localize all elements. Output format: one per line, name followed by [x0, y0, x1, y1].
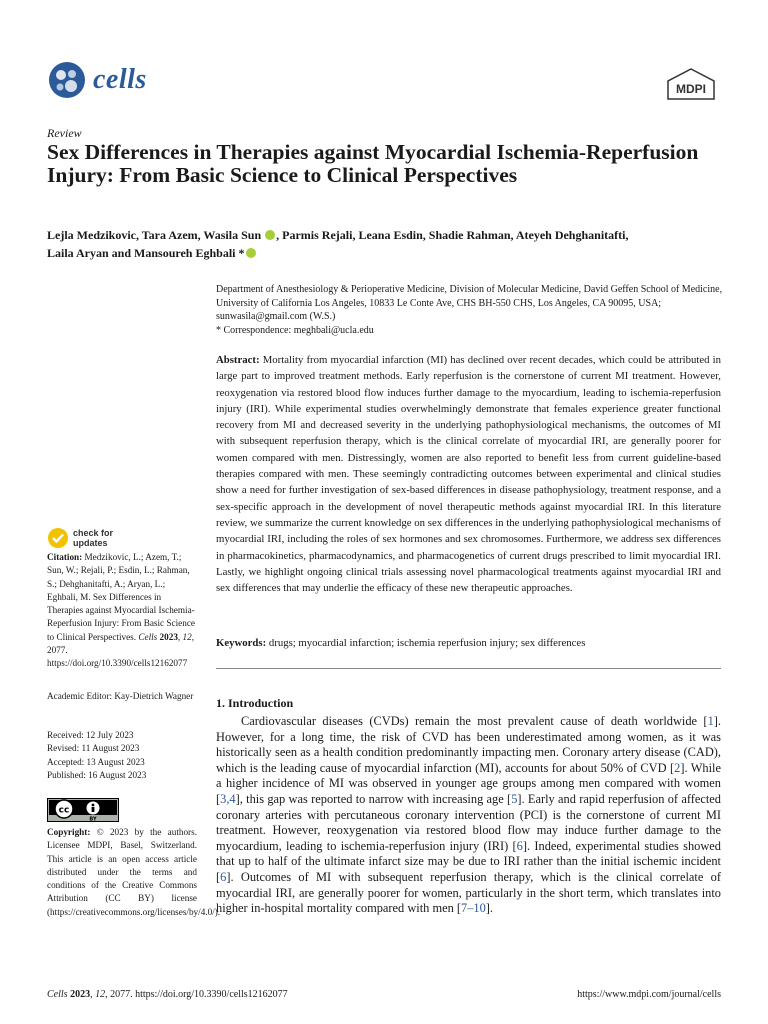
- citation-link[interactable]: 6: [220, 869, 227, 884]
- dates-block: [47, 729, 197, 782]
- citation-link[interactable]: 5: [511, 791, 518, 806]
- authors-text: , Parmis Rejali, Leana Esdin, Shadie Rahman, Ateyeh Dehghanitafti,: [276, 228, 629, 242]
- copyright-label: Copyright:: [47, 827, 91, 837]
- introduction-body: [216, 714, 721, 917]
- intro-paragraph: Cardiovascular diseases (CVDs) remain the most prevalent cause of death worldwide [1]. However, for a long time, the risk of CVD has been underestimated among women, as it was historically seen as a health condition predominantly impacting men. Coronary artery disease (CAD), which is the leading cause of myocardial infarction (MI), accounts for about 50% of CVD [2]. While a higher incidence of MI was observed in younger age groups among men compared with women [3,4], this gap was reported to narrow with increasing age [5]. Early and rapid reperfusion of affected coronary arteries with percutaneous coronary intervention (PCI) is the cornerstone of current MI treatment. However, reoxygenation via restored blood flow may induce further damage to the myocardium, leading to ischemia-reperfusion injury (IRI) [6]. Indeed, experimental studies showed that up to half of the ultimate infarct size may be due to IRI rather than the initial ischemic incident [6]. Outcomes of MI with subsequent reperfusion therapy, which is the clinical correlate of myocardial IRI, are generally poorer for women, particularly in the short term, which translates into higher in-hospital mortality compared with men [7–10].: [216, 714, 722, 916]
- footer-journal-url[interactable]: https://www.mdpi.com/journal/cells: [577, 989, 721, 1000]
- section-heading: 1. Introduction: [216, 696, 294, 710]
- cells-logo-icon: [47, 60, 87, 100]
- published-date: Published: 16 August 2023: [47, 769, 147, 780]
- divider: [216, 668, 721, 669]
- authors-text: Laila Aryan and Mansoureh Eghbali *: [47, 245, 245, 260]
- correspondence: * Correspondence: meghbali@ucla.edu: [216, 324, 374, 336]
- article-title: Sex Differences in Therapies against Myocardial Ischemia-Reperfusion Injury: From Basic Science to Clinical Perspectives: [47, 140, 699, 187]
- check-updates-icon: [47, 527, 69, 549]
- citation-block: Citation: Medzikovic, L.; Azem, T.; Sun, W.; Rejali, P.; Esdin, L.; Rahman, S.; Dehghanitafti, A.; Aryan, L.; Eghbali, M. Sex Differences in Therapies against Myocardial Ischemia-Reperfusion Injury: From Basic Science to Clinical Perspectives. Cells 2023, 12, 2077. https://doi.org/10.3390/cells12162077: [47, 552, 195, 669]
- keywords-label: Keywords:: [216, 637, 267, 649]
- cc-by-license-icon[interactable]: [47, 798, 119, 822]
- affiliation-block: [216, 283, 726, 337]
- citation-year: 2023: [159, 631, 178, 642]
- journal-name: cells: [93, 64, 147, 95]
- citation-label: Citation:: [47, 552, 83, 562]
- revised-date: Revised: 11 August 2023: [47, 743, 140, 754]
- academic-editor: Academic Editor: Kay-Dietrich Wagner: [47, 691, 194, 701]
- svg-text:BY: BY: [89, 816, 97, 822]
- check-for-updates-badge[interactable]: [47, 527, 113, 549]
- copyright-text: © 2023 by the authors. Licensee MDPI, Basel, Switzerland. This article is an open access article distributed under the terms and conditions of the Creative Commons Attribution (CC BY) license (https://creativecommons.org/licenses/by/4.0/).: [47, 827, 221, 917]
- article-type: Review: [47, 126, 82, 140]
- abstract-text: Mortality from myocardial infarction (MI) has declined over recent decades, which could be attributed in large part to improved treatment methods. Early reperfusion is the cornerstone of current MI treatment. However, reoxygenation via restored blood flow induces further damage to the myocardium, leading to ischemia-reperfusion injury (IRI). While experimental studies overwhelmingly demonstrate that females experience greater functional recovery from MI and decreased severity in the underlying pathophysiological mechanisms, the outcomes of MI with subsequent reperfusion therapy, which is the clinical correlate of myocardial IRI, are generally poorer for women compared with men. Distressingly, women are also reported to benefit less from current guideline-based therapies compared with men. These seemingly contradicting outcomes between experimental and clinical studies show a need for further investigation of sex-based differences in disease pathophysiology, treatment response, and a sex-specific approach in the development of novel therapeutic methods against myocardial IRI. In this literature review, we summarize the current knowledge on sex differences in the underlying pathophysiological mechanisms of myocardial IRI, including the roles of sex hormones and sex chromosomes. Furthermore, we address sex differences in pharmacokinetics, pharmacodynamics, and pharmacogenetics of current drugs prescribed to limit myocardial IRI. Lastly, we highlight ongoing clinical trials assessing novel pharmacological treatments against myocardial IRI and sex differences that may underlie the efficacy of these new therapeutic approaches.: [216, 354, 722, 595]
- citation-link[interactable]: 3,4: [220, 791, 236, 806]
- svg-text:cc: cc: [58, 805, 70, 816]
- citation-link[interactable]: 7–10: [461, 901, 486, 916]
- footer-citation: Cells 2023, 12, 2077. https://doi.org/10.3390/cells12162077: [47, 989, 288, 1000]
- citation-journal: Cells: [138, 631, 158, 642]
- mdpi-logo[interactable]: [666, 68, 716, 100]
- citation-text: Medzikovic, L.; Azem, T.; Sun, W.; Rejali, P.; Esdin, L.; Rahman, S.; Dehghanitafti, A.; Aryan, L.; Eghbali, M. Sex Differences in Therapies against Myocardial Ischemia-Reperfusion Injury: From Basic Science to Clinical Perspectives.: [47, 552, 195, 642]
- accepted-date: Accepted: 13 August 2023: [47, 756, 145, 767]
- affiliation-text: Department of Anesthesiology & Perioperative Medicine, Division of Molecular Medicine, David Geffen School of Medicine, University of California Los Angeles, 10833 Le Conte Ave, CHS BH-550 CHS, Los Angeles, CA 90095, USA; sunwasila@gmail.com (W.S.): [216, 284, 723, 322]
- citation-volume: 12: [182, 631, 192, 642]
- orcid-icon[interactable]: [265, 230, 275, 240]
- mdpi-logo-text: MDPI: [676, 82, 706, 96]
- authors-text: Lejla Medzikovic, Tara Azem, Wasila Sun: [47, 228, 265, 242]
- received-date: Received: 12 July 2023: [47, 730, 134, 740]
- orcid-icon[interactable]: [246, 248, 256, 258]
- copyright-block: [47, 826, 221, 919]
- check-updates-line1: check for: [73, 528, 114, 538]
- keywords-text: drugs; myocardial infarction; ischemia reperfusion injury; sex differences: [268, 637, 586, 649]
- keywords: [216, 636, 721, 650]
- author-list: [47, 227, 727, 262]
- abstract: [216, 352, 721, 596]
- page-footer: [47, 989, 721, 1000]
- citation-link[interactable]: 1: [707, 714, 714, 728]
- citation-link[interactable]: 2: [674, 760, 681, 775]
- check-updates-line2: updates: [73, 538, 108, 548]
- abstract-label: Abstract:: [216, 354, 260, 366]
- journal-logo[interactable]: [47, 60, 147, 100]
- citation-link[interactable]: 6: [516, 838, 523, 853]
- citation-doi[interactable]: , 2077. https://doi.org/10.3390/cells12162077: [47, 631, 194, 669]
